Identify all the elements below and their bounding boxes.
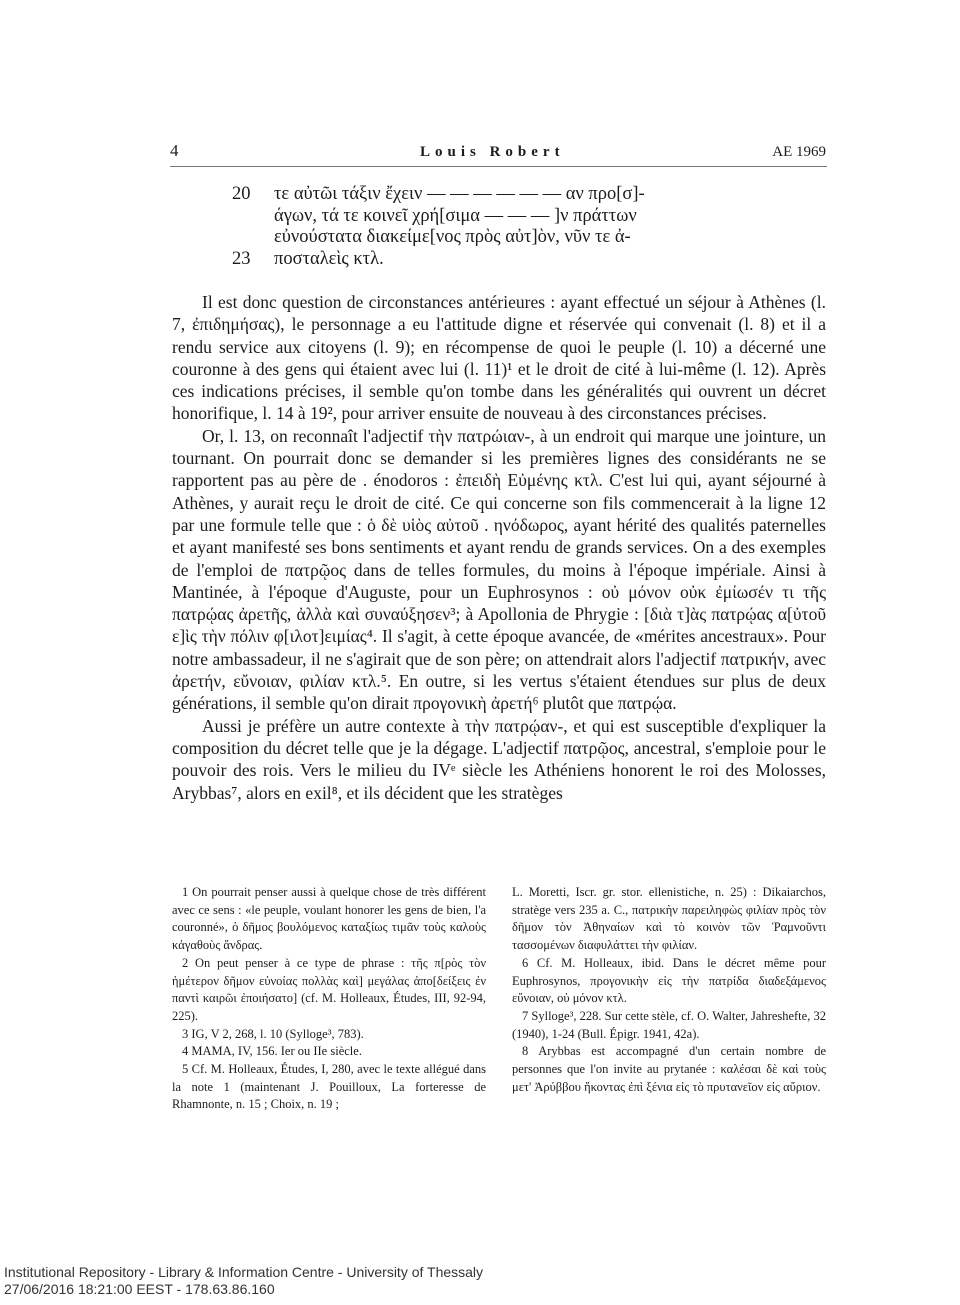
header-rule [170, 166, 827, 167]
body-paragraph: Il est donc question de circonstances antérieures : ayant effectué un séjour à Athènes (l. 7, ἐπιδημήσας), le personnage a eu l'attitude digne et réservée qui convenait (l. 8) et il a rendu service aux citoyens (l. 9); en récompense de quoi le peuple (l. 10) a décerné une couronne à des gens qui étaient avec lui (l. 11)¹ et le droit de cité à lui-même (l. 12). Après ces indications précises, il semble qu'on tombe dans les généralités qui ouvrent un décret honorifique, l. 14 à 19², pour arriver ensuite de nouveau à des circonstances précises. [172, 292, 826, 424]
inscription-line-text: ποσταλεὶς κτλ. [274, 248, 384, 269]
footnotes-right-column [512, 884, 826, 1096]
footnote-continuation: L. Moretti, Iscr. gr. stor. ellenistiche, n. 25) : Dikaiarchos, stratège vers 235 a. C., πατρικὴν παρειληφὼς φιλίαν πρὸς τὸν δῆμον τὸν Ἀθηναίων καὶ τὸ κοινὸν τῶν Ῥαμνοῦντι τασσομένων διαφυλάττει τὴν φιλίαν. [512, 885, 826, 953]
inscription-text [232, 184, 832, 270]
inscription-line-text: άγων, τά τε κοινεῖ χρή[σιμα — — — ]ν πράττων [274, 205, 637, 226]
journal-reference: ΑΕ 1969 [772, 144, 826, 160]
page-number: 4 [170, 141, 179, 160]
line-number: 23 [232, 248, 251, 269]
access-timestamp: 27/06/2016 18:21:00 EEST - 178.63.86.160 [4, 1281, 275, 1297]
inscription-line-text: εὐνούστατα διακείμε[νος πρὸς αὐτ]ὸν, νῦν τε ἀ- [274, 227, 631, 247]
inscription-line [232, 206, 832, 228]
footnote: 1 On pourrait penser aussi à quelque chose de très différent avec ce sens : «le peuple, voulant honorer les gens de bien, l'a couronné», ὁ δῆμος βουλόμενος καταξίως τιμᾶν τοὺς καλοὺς κἀγαθοὺς ἄνδρας. [172, 885, 486, 953]
repository-footer [4, 1264, 483, 1298]
line-number: 20 [232, 184, 251, 204]
running-head-author: Louis Robert [420, 144, 565, 160]
repository-line: Institutional Repository - Library & Information Centre - University of Thessaly [4, 1264, 484, 1280]
body-paragraph: Or, l. 13, on reconnaît l'adjectif τὴν πατρώιαν-, à un endroit qui marque une jointure, un tournant. On pourrait donc se demander si les premières lignes des considérants ne se rapportent pas au père de . énodoros : ἐπειδὴ Εὐμένης κτλ. C'est lui qui, ayant séjourné à Athènes, y aurait reçu le droit de cité. Ce qui concerne son fils commencerait à la ligne 12 par une formule telle que : ὁ δὲ υἱὸς αὐτοῦ . ηνόδωρος, ayant hérité des qualités paternelles et ayant manifesté ses bons sentiments et ayant rendu de grands services. On a des exemples de l'emploi de πατρῷος dans de telles formules, du moins à l'époque impériale. Ainsi à Mantinée, à l'époque d'Auguste, pour un Euphrosynos : οὐ μόνον οὐκ ἐμίωσέν τι τῆς πατρῴας ἀρετῆς, ἀλλὰ καὶ συναύξησεν³; à Apollonia de Phrygie : [διὰ τ]ὰς πατρῴας α[ὐτοῦ ε]ὶς τὴν πόλιν φ[ιλοτ]ειμίας⁴. Il s'agit, à cette époque avancée, de «mérites ancestraux». Pour notre ambassadeur, il ne s'agirait que de son père; on attendrait alors l'adjectif πατρικήν, avec ἀρετήν, εὔνοιαν, φιλίαν κτλ.⁵. En outre, si les vertus s'étaient étendues sur plus de deux générations, il semble qu'on dirait προγονικὴ ἀρετή⁶ plutôt que πατρῴα. [172, 425, 826, 714]
footnote: 7 Sylloge³, 228. Sur cette stèle, cf. O. Walter, Jahreshefte, 32 (1940), 1-24 (Bull. Épigr. 1941, 42a). [512, 1008, 826, 1041]
inscription-line [232, 249, 832, 271]
inscription-line [232, 227, 832, 249]
inscription-line-text: τε αὐτῶι τάξιν ἔχειν — — — — — — αν προ[σ]- [274, 184, 645, 204]
body-text [172, 291, 826, 804]
footnote: 6 Cf. M. Holleaux, ibid. Dans le décret même pour Euphrosynos, προγονικὴν εἰς τὴν πατρίδα διαδεξάμενος εὔνοιαν, οὐ μόνον κτλ. [512, 955, 826, 1006]
footnote: 8 Arybbas est accompagné d'un certain nombre de personnes que l'on invite au prytanée : καλέσαι δὲ καὶ τοὺς μετ' Ἀρύββου ἥκοντας ἐπὶ ξένια εἰς τὸ πρυτανεῖον εἰς αὔριον. [512, 1044, 826, 1094]
body-paragraph: Aussi je préfère un autre contexte à τὴν πατρῴαν-, et qui est susceptible d'expliquer la composition du décret telle que je la dégage. L'adjectif πατρῷος, ancestral, s'emploie pour le pouvoir des rois. Vers le milieu du IVᵉ siècle les Athéniens honorent le roi des Molosses, Arybbas⁷, alors en exil⁸, et ils décident que les stratèges [172, 715, 826, 803]
footnotes-left-column [172, 884, 486, 1114]
footnote: 2 On peut penser à ce type de phrase : τῆς π[ρὸς τὸν ἡμέτερον δῆμον εὐνοίας πολλὰς καὶ] μεγάλας ἀπο[δείξεις ἐν παντὶ καιρῶι ἐποιήσατο] (cf. M. Holleaux, Études, III, 92-94, 225). [172, 955, 486, 1023]
footnote: 5 Cf. M. Holleaux, Études, I, 280, avec le texte allégué dans la note 1 (maintenant J. Pouilloux, La forteresse de Rhamnonte, n. 15 ; Choix, n. 19 ; [172, 1062, 486, 1112]
footnote: 4 MAMA, IV, 156. Ier ou IIe siècle. [182, 1044, 362, 1059]
footnote: 3 IG, V 2, 268, l. 10 (Sylloge³, 783). [182, 1026, 364, 1041]
inscription-line [232, 184, 832, 206]
